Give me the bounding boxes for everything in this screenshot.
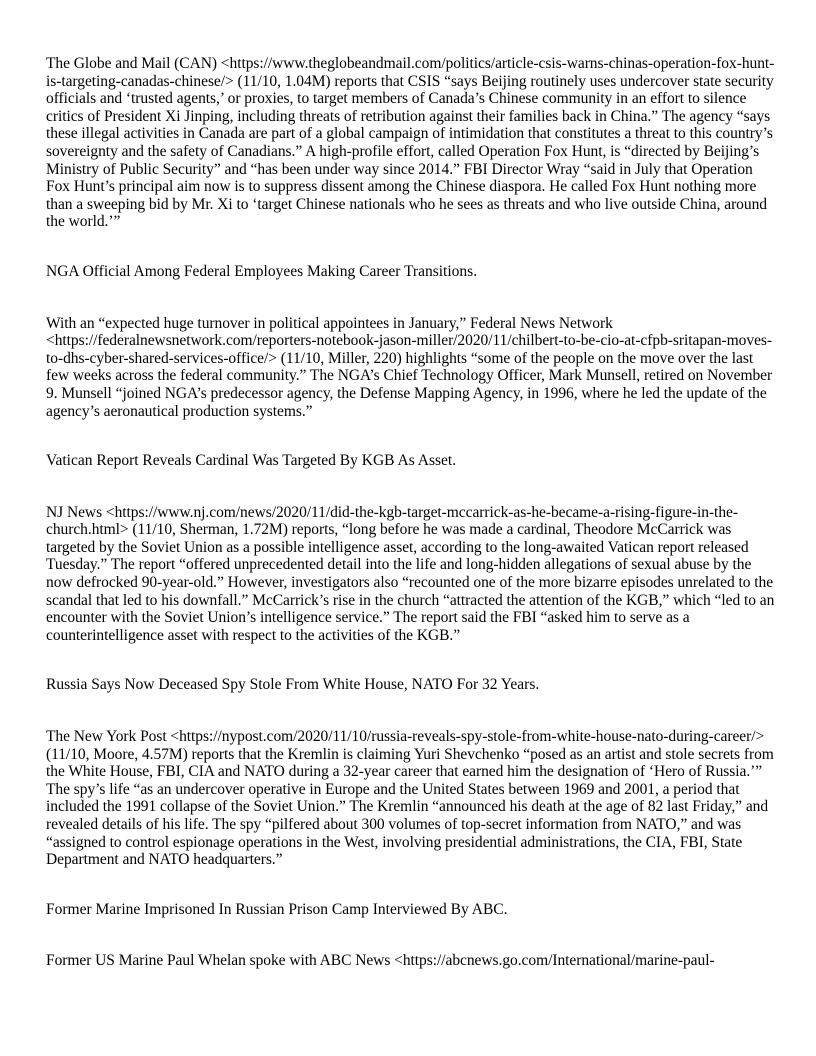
spacer xyxy=(46,231,776,263)
article-heading-former-marine: Former Marine Imprisoned In Russian Prison Camp Interviewed By ABC. xyxy=(46,900,508,918)
spacer xyxy=(46,420,776,452)
article-paragraph-nj-news: NJ News <https://www.nj.com/news/2020/11/did-the-kgb-target-mccarrick-as-he-became-a-rising-figure-in-the-church.html> (11/10, Sherman, 1.72M) reports, “long before he was made a cardinal, Theodore McCarrick was targeted by the Soviet Union as a possible intelligence asset, according to the long-awaited Vatican report released Tuesday.” The report “offered unprecedented detail into the life and long-hidden allegations of sexual abuse by the now defrocked 90-year-old.” However, investigators also “recounted one of the more bizarre episodes unrelated to the scandal that led to his downfall.” McCarrick’s rise in the church “attracted the attention of the KGB,” which “led to an encounter with the Soviet Union’s intelligence service.” The report said the FBI “asked him to serve as a counterintelligence asset with respect to the activities of the KGB.” xyxy=(46,503,775,644)
document-page xyxy=(46,55,776,970)
spacer xyxy=(46,644,776,676)
article-paragraph-abc-news: Former US Marine Paul Whelan spoke with ABC News <https://abcnews.go.com/International/marine-paul- xyxy=(46,952,715,970)
spacer xyxy=(46,869,776,901)
article-paragraph-globe-and-mail: The Globe and Mail (CAN) <https://www.theglobeandmail.com/politics/article-csis-warns-chinas-operation-fox-hunt-is-targeting-canadas-chinese/> (11/10, 1.04M) reports that CSIS “says Beijing routinely uses undercover state security officials and ‘trusted agents,’ or proxies, to target members of Canada’s Chinese community in an effort to silence critics of President Xi Jinping, including threats of retribution against their families back in China.” The agency “says these illegal activities in Canada are part of a global campaign of intimidation that constitutes a threat to this country’s sovereignty and the safety of Canadians.” A high-profile effort, called Operation Fox Hunt, is “directed by Beijing’s Ministry of Public Security” and “has been under way since 2014.” FBI Director Wray “said in July that Operation Fox Hunt’s principal aim now is to suppress dissent among the Chinese diaspora. He called Fox Hunt nothing more than a sweeping bid by Mr. Xi to ‘target Chinese nationals who he sees as threats and who live outside China, around the world.’” xyxy=(46,55,775,231)
article-paragraph-new-york-post: The New York Post <https://nypost.com/2020/11/10/russia-reveals-spy-stole-from-white-house-nato-during-career/> (11/10, Moore, 4.57M) reports that the Kremlin is claiming Yuri Shevchenko “posed as an artist and stole secrets from the White House, FBI, CIA and NATO during a 32-year career that earned him the designation of ‘Hero of Russia.’” The spy’s life “as an undercover operative in Europe and the United States between 1969 and 2001, a period that included the 1991 collapse of the Soviet Union.” The Kremlin “announced his death at the age of 82 last Friday,” and revealed details of his life. The spy “pilfered about 300 volumes of top-secret information from NATO,” and was “assigned to control espionage operations in the West, involving presidential administrations, the CIA, FBI, State Department and NATO headquarters.” xyxy=(46,728,774,869)
spacer xyxy=(46,694,776,728)
article-heading-russia-spy: Russia Says Now Deceased Spy Stole From White House, NATO For 32 Years. xyxy=(46,676,540,694)
article-heading-nga-official: NGA Official Among Federal Employees Making Career Transitions. xyxy=(46,262,478,280)
article-heading-vatican-report: Vatican Report Reveals Cardinal Was Targeted By KGB As Asset. xyxy=(46,452,457,470)
spacer xyxy=(46,470,776,504)
spacer xyxy=(46,918,776,952)
spacer xyxy=(46,281,776,315)
article-paragraph-federal-news-network: With an “expected huge turnover in political appointees in January,” Federal News Network <https://federalnewsnetwork.com/reporters-notebook-jason-miller/2020/11/chilbert-to-be-cio-at-cfpb-sritapan-moves-to-dhs-cyber-shared-services-office/> (11/10, Miller, 220) highlights “some of the people on the move over the last few weeks across the federal community.” The NGA’s Chief Technology Officer, Mark Munsell, retired on November 9. Munsell “joined NGA’s predecessor agency, the Defense Mapping Agency, in 1996, where he led the update of the agency’s aeronautical production systems.” xyxy=(46,314,773,420)
